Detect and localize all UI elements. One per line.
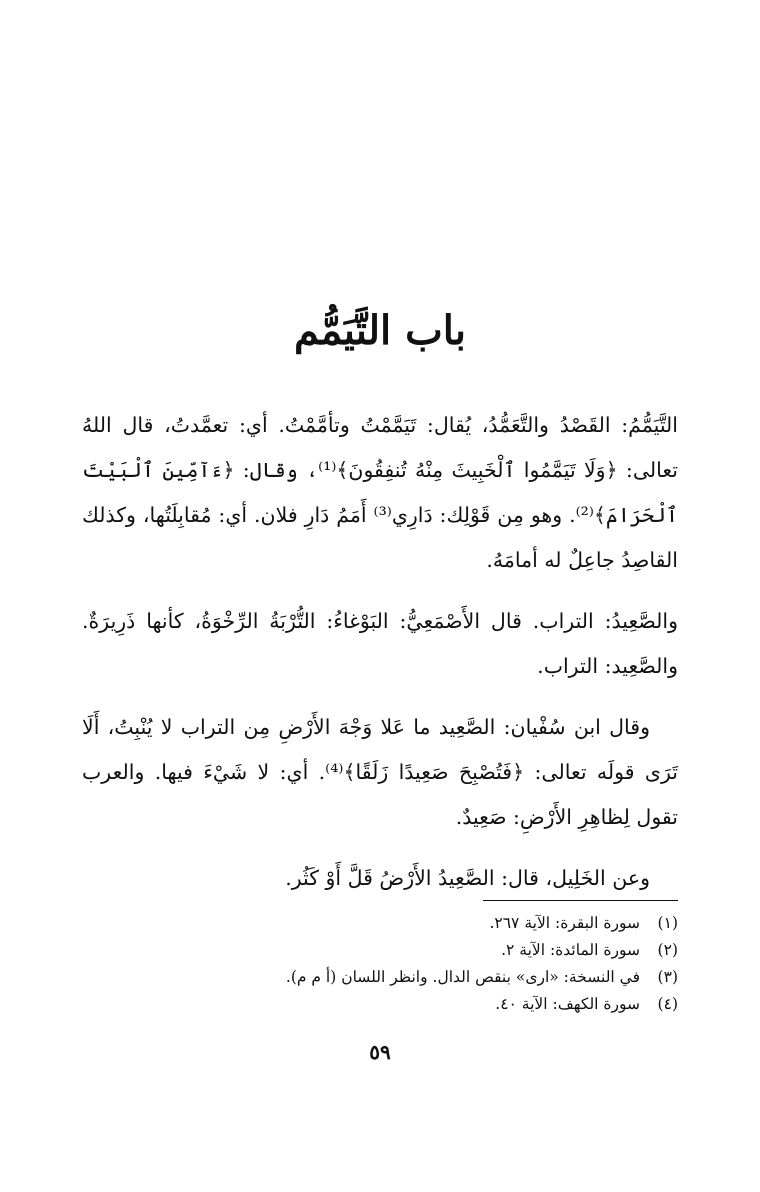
paragraph-tayammum-definition: التَّيَمُّمُ: القَصْدُ والتَّعَمُّدُ، يُقال: تَيَمَّمْتُ وتأمَّمْتُ. أي: تعمَّدتُ، قال اللهُ تعالى: ﴿وَلَا تَيَمَّمُوا ٱلْخَبِيثَ مِنْهُ تُنفِقُونَ﴾⁽¹⁾، وقال: ﴿ءَآمِّينَ ٱلْبَيْتَ ٱلْحَرَامَ﴾⁽²⁾. وهو مِن قَوْلِك: دَارِي⁽³⁾ أَمَمُ دَارِ فلان. أي: مُقابِلَتُها، وكذلك القاصِدُ جاعِلٌ له أمامَهُ.: [82, 413, 678, 572]
footnote-number: (١): [657, 914, 678, 932]
footnotes: [82, 910, 678, 1018]
paragraph-ibn-sufyan: وقال ابن سُفْيان: الصَّعِيد ما عَلا وَجْهَ الأَرْضِ مِن التراب لا يُنْبِتُ، أَلَا تَرَى قولَه تعالى: ﴿فَتُصْبِحَ صَعِيدًا زَلَقًا﴾⁽⁴⁾. أي: لا شَيْءَ فيها. والعرب تقول لِظاهِرِ الأَرْضِ: صَعِيدٌ.: [82, 715, 678, 829]
body-text: [82, 403, 678, 917]
footnote-number: (٣): [657, 968, 678, 986]
paragraph-saeed-definition: والصَّعِيدُ: التراب. قال الأَصْمَعِيُّ: البَوْغاءُ: التُّرْبَةُ الرِّخْوَةُ، كأنها ذَرِيرَةٌ. والصَّعِيد: التراب.: [82, 609, 678, 678]
footnote-number: (٢): [657, 941, 678, 959]
chapter-title: باب التَّيَمُّم: [293, 307, 467, 354]
footnote-item: [82, 991, 678, 1018]
footnote-number: (٤): [657, 995, 678, 1013]
footnote-item: [82, 910, 678, 937]
footnote-text: سورة المائدة: الآية ٢.: [501, 941, 640, 959]
footnote-text: سورة البقرة: الآية ٢٦٧.: [489, 914, 640, 932]
footnote-item: [82, 964, 678, 991]
footnote-text: سورة الكهف: الآية ٤٠.: [495, 995, 640, 1013]
page-number: ٥٩: [369, 1040, 391, 1064]
paragraph-khalil: وعن الخَلِيل، قال: الصَّعِيدُ الأَرْضُ قَلَّ أَوْ كَثُر.: [285, 866, 650, 890]
footnote-text: في النسخة: «ارى» بنقص الدال. وانظر اللسان (أ م م).: [285, 968, 640, 986]
footnote-divider: [483, 900, 678, 901]
footnote-item: [82, 937, 678, 964]
